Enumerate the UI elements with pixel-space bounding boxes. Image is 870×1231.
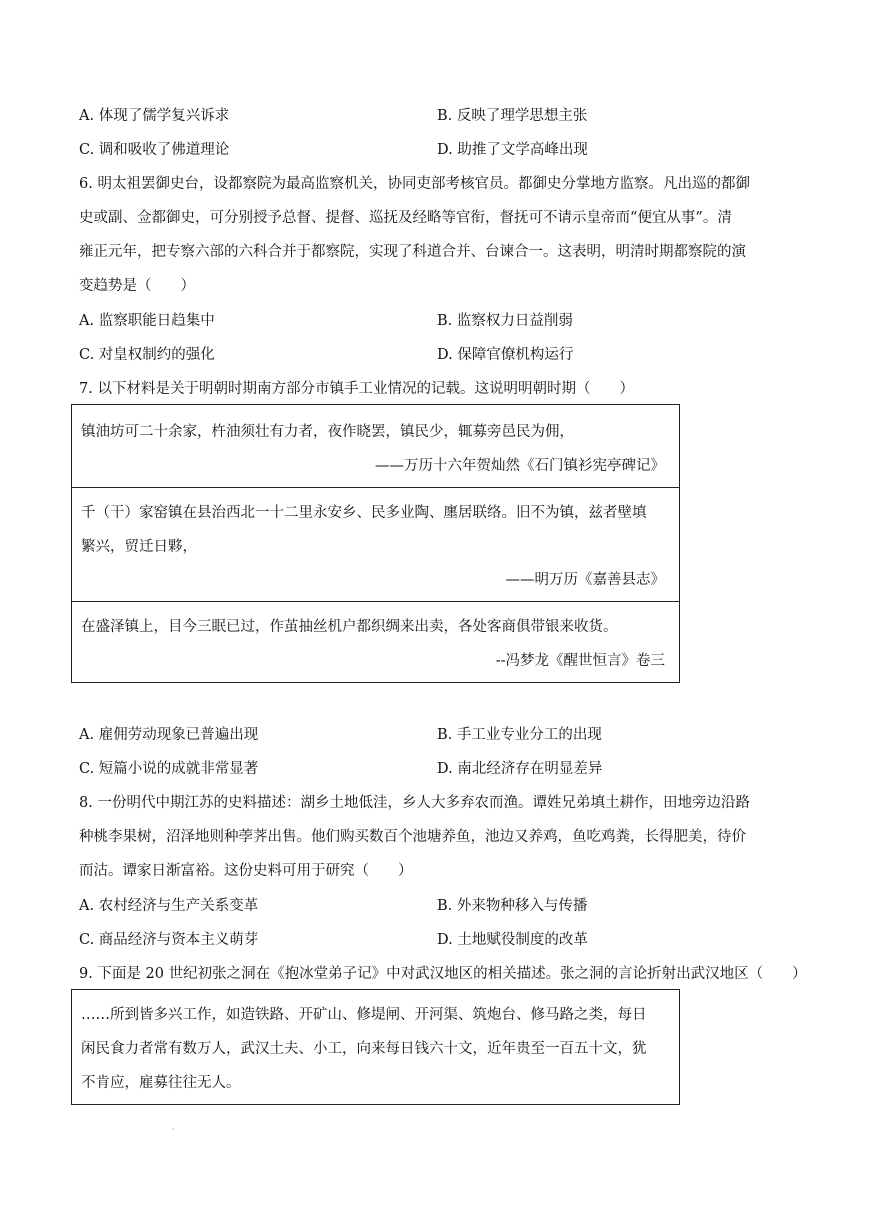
q7-option-d: D. 南北经济存在明显差异 [437, 761, 603, 777]
q9-material-line: ……所到皆多兴工作，如造铁路、开矿山、修堤闸、开河渠、筑炮台、修马路之类，每日 [81, 1007, 647, 1023]
q8-stem-line: 而沽。谭家日渐富裕。这份史料可用于研究（ ） [79, 863, 413, 879]
q8-option-c: C. 商品经济与资本主义萌芽 [79, 932, 259, 948]
q8-option-b: B. 外来物种移入与传播 [437, 898, 588, 914]
q5-option-b: B. 反映了理学思想主张 [437, 108, 588, 124]
q7-material-row [72, 405, 679, 487]
q5-option-a: A. 体现了儒学复兴诉求 [79, 108, 230, 124]
q7-material-row [72, 487, 679, 601]
q7-material-text: 千（干）家窑镇在县治西北一十二里永安乡、民多业陶、廛居联络。旧不为镇，兹者壁填 [81, 505, 647, 521]
q6-option-c: C. 对皇权制约的强化 [79, 347, 215, 363]
q9-material-cell [72, 990, 679, 1104]
q7-material-table [71, 404, 680, 683]
scan-dot [172, 1128, 174, 1130]
q7-option-b: B. 手工业专业分工的出现 [437, 727, 602, 743]
q7-option-c: C. 短篇小说的成就非常显著 [79, 761, 259, 777]
q7-material-text: 繁兴，贸迁日夥， [81, 539, 197, 555]
q8-stem-line: 8. 一份明代中期江苏的史料描述：湖乡土地低洼，乡人大多弃农而渔。谭姓兄弟填土耕作，田地旁边沿路 [79, 795, 750, 811]
q7-material-row [72, 601, 679, 682]
q5-option-c: C. 调和吸收了佛道理论 [79, 142, 230, 158]
q6-stem-line: 史或副、佥都御史，可分别授予总督、提督、巡抚及经略等官衔，督抚可不请示皇帝而“便宜从事”。清 [79, 210, 732, 226]
q9-material-box [71, 989, 680, 1105]
q6-option-b: B. 监察权力日益削弱 [437, 313, 573, 329]
q8-stem-line: 种桃李果树，沼泽地则种荸荠出售。他们购买数百个池塘养鱼，池边又养鸡，鱼吃鸡粪，长得肥美，待价 [79, 829, 746, 845]
q6-stem-line: 变趋势是（ ） [79, 278, 195, 294]
q7-material-text: 镇油坊可二十余家，杵油须壮有力者，夜作晓罢，镇民少，辄募旁邑民为佣， [81, 424, 574, 440]
q6-option-d: D. 保障官僚机构运行 [437, 347, 574, 363]
q7-material-source: --冯梦龙《醒世恒言》卷三 [495, 653, 665, 669]
q7-stem: 7. 以下材料是关于明朝时期南方部分市镇手工业情况的记载。这说明明朝时期（ ） [79, 381, 634, 397]
q7-material-text: 在盛泽镇上，目今三眠已过，作茧抽丝机户都织绸来出卖，各处客商俱带银来收货。 [81, 619, 618, 635]
q6-stem-line: 6. 明太祖罢御史台，设都察院为最高监察机关，协同吏部考核官员。都御史分掌地方监察。凡出巡的都御 [79, 176, 750, 192]
q6-stem-line: 雍正元年，把专察六部的六科合并于都察院，实现了科道合并、台谏合一。这表明，明清时期都察院的演 [79, 244, 746, 260]
q9-material-line: 不肯应，雇募往往无人。 [81, 1075, 241, 1091]
q8-option-d: D. 土地赋役制度的改革 [437, 932, 588, 948]
q7-material-source: ——万历十六年贺灿然《石门镇衫宪亭碑记》 [375, 458, 665, 474]
q9-stem: 9. 下面是 20 世纪初张之洞在《抱冰堂弟子记》中对武汉地区的相关描述。张之洞的言论折射出武汉地区（ ） [79, 966, 807, 982]
q6-option-a: A. 监察职能日趋集中 [79, 313, 215, 329]
q7-option-a: A. 雇佣劳动现象已普遍出现 [79, 727, 259, 743]
q9-material-line: 闲民食力者常有数万人，武汉土夫、小工，向来每日钱六十文，近年贵至一百五十文，犹 [81, 1041, 647, 1057]
q7-material-source: ——明万历《嘉善县志》 [505, 572, 665, 588]
q5-option-d: D. 助推了文学高峰出现 [437, 142, 588, 158]
q8-option-a: A. 农村经济与生产关系变革 [79, 898, 259, 914]
